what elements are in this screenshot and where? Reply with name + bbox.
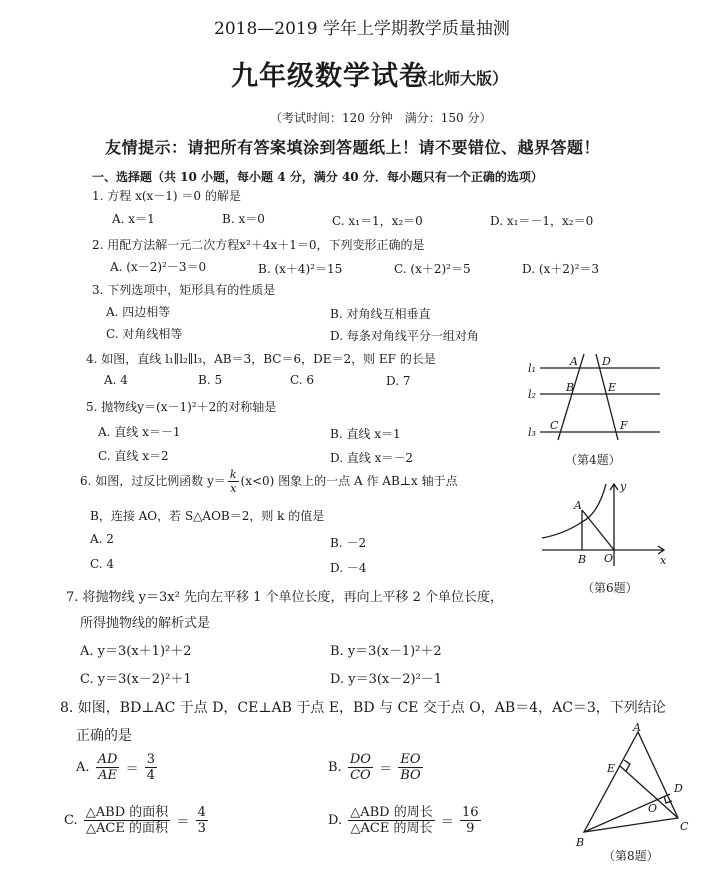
q4-label-l1: l₁: [528, 362, 536, 375]
q8-right-angle-E: [624, 760, 630, 771]
q8-a-rhs: [145, 752, 157, 783]
q8-d-rnum: 16: [462, 805, 479, 820]
q7-stem2: 所得抛物线的解析式是: [80, 616, 211, 631]
q6-frac-den: x: [230, 482, 237, 495]
q6-label-x: x: [660, 554, 667, 567]
q8-d-den: △ACE 的周长: [350, 821, 433, 836]
reminder: 友情提示：请把所有答案填涂到答题纸上！请不要错位、越界答题！: [105, 138, 601, 157]
exam-year-line: 2018—2019 学年上学期教学质量抽测: [214, 19, 510, 39]
exam-info: （考试时间：120 分钟 满分：150 分）: [270, 111, 492, 125]
q7-option-a: A. y＝3(x＋1)²＋2: [80, 644, 192, 659]
q8-c-lhs: [84, 805, 171, 836]
q4-label-D: D: [602, 355, 611, 368]
q1-option-a: A. x＝1: [112, 212, 155, 226]
q6-option-b: B. －2: [330, 536, 367, 550]
q8-d-rhs: [460, 805, 481, 836]
q8-b-lhs: [348, 752, 373, 783]
q8-stem2: 正确的是: [76, 728, 132, 744]
q4-label-l3: l₃: [528, 426, 536, 439]
q4-figure: [520, 346, 670, 446]
q6-segment-AO: [582, 510, 614, 550]
q8-label-C: C: [680, 820, 689, 833]
q6-stem-post: (x<0) 图象上的一点 A 作 AB⊥x 轴于点: [240, 474, 458, 488]
q4-label-A: A: [570, 355, 578, 368]
q8-d-rden: 9: [466, 821, 475, 836]
q7-option-b: B. y＝3(x－1)²＋2: [330, 644, 442, 659]
q3-stem: 3. 下列选项中，矩形具有的性质是: [92, 283, 276, 297]
q7-option-c: C. y＝3(x－2)²＋1: [80, 672, 192, 687]
q8-c-den: △ACE 的面积: [86, 821, 168, 836]
exam-edition: （北师大版）: [412, 69, 509, 88]
q8-d-eq: ＝: [440, 815, 454, 830]
q5-option-b: B. 直线 x＝1: [330, 427, 401, 441]
q3-option-b: B. 对角线互相垂直: [330, 307, 431, 321]
q5-option-a: A. 直线 x＝－1: [98, 425, 181, 439]
q8-label-E: E: [607, 762, 616, 775]
q5-option-d: D. 直线 x＝－2: [330, 451, 414, 465]
q6-stem2: B，连接 AO，若 S△AOB＝2，则 k 的值是: [90, 509, 325, 523]
q8-c-rnum: 4: [197, 805, 206, 820]
q4-label-F: F: [620, 419, 628, 432]
q8-c-label: C.: [64, 813, 78, 828]
q6-option-a: A. 2: [90, 532, 114, 546]
exam-title: 九年级数学试卷: [231, 61, 427, 92]
q8-option-c: [64, 805, 210, 836]
q4-stem: 4. 如图，直线 l₁∥l₂∥l₃，AB＝3，BC＝6，DE＝2，则 EF 的长是: [86, 352, 436, 366]
q8-a-rden: 4: [146, 768, 156, 783]
q6-label-B: B: [578, 553, 587, 566]
q2-option-a: A. (x－2)²－3＝0: [110, 260, 207, 274]
q2-option-b: B. (x＋4)²＝15: [258, 262, 343, 276]
q8-label-O: O: [648, 802, 658, 815]
q2-stem: 2. 用配方法解一元二次方程x²＋4x＋1＝0，下列变形正确的是: [92, 238, 425, 252]
q8-figure: [570, 722, 700, 850]
q8-b-eq: ＝: [379, 762, 393, 777]
q8-b-rnum: EO: [398, 752, 422, 768]
q6-label-O: O: [604, 552, 614, 565]
q8-c-rden: 3: [197, 821, 206, 836]
q4-option-d: D. 7: [386, 374, 411, 388]
q8-label-B: B: [576, 836, 585, 849]
section-heading: 一、选择题（共 10 小题，每小题 4 分，满分 40 分．每小题只有一个正确的选项）: [92, 170, 543, 184]
q8-c-rhs: [196, 805, 208, 836]
q8-stem: 8. 如图，BD⊥AC 于点 D，CE⊥AB 于点 E，BD 与 CE 交于点 O，AB＝4，AC＝3，下列结论: [60, 700, 666, 716]
q8-a-eq: ＝: [125, 762, 139, 777]
q8-option-b: [328, 752, 425, 783]
q8-caption: （第8题）: [603, 849, 659, 863]
q8-b-rden: BO: [400, 768, 421, 783]
q8-d-label: D.: [328, 813, 343, 828]
q8-option-d: [328, 805, 483, 836]
q2-option-c: C. (x＋2)²＝5: [394, 262, 471, 276]
q8-a-label: A.: [76, 760, 90, 775]
q8-a-num: AD: [97, 752, 118, 767]
q6-label-y: y: [620, 480, 627, 493]
q4-caption: （第4题）: [565, 453, 621, 467]
q8-d-lhs: [348, 805, 435, 836]
q6-figure: [536, 478, 672, 570]
q4-option-c: C. 6: [290, 373, 315, 387]
q6-option-c: C. 4: [90, 557, 115, 571]
q8-label-A: A: [633, 722, 641, 734]
q3-option-d: D. 每条对角线平分一组对角: [330, 329, 479, 343]
q8-triangle-ABC: [584, 732, 678, 832]
q8-b-label: B.: [328, 760, 342, 775]
q2-option-d: D. (x＋2)²＝3: [522, 262, 600, 276]
q4-option-b: B. 5: [198, 373, 223, 387]
q1-option-c: C. x₁＝1，x₂＝0: [332, 214, 423, 228]
q8-d-num: △ABD 的周长: [350, 805, 433, 820]
q8-b-den: CO: [350, 768, 371, 783]
q4-label-C: C: [550, 419, 559, 432]
q8-option-a: [76, 752, 159, 783]
q6-stem: [80, 468, 458, 495]
q7-option-d: D. y＝3(x－2)²－1: [330, 672, 443, 687]
q4-label-l2: l₂: [528, 388, 536, 401]
q3-option-c: C. 对角线相等: [106, 327, 183, 341]
q5-stem: 5. 抛物线y＝(x－1)²＋2的对称轴是: [86, 400, 277, 414]
q4-option-a: A. 4: [104, 373, 128, 387]
q8-a-lhs: [96, 752, 120, 783]
q6-caption: （第6题）: [582, 581, 638, 595]
q8-a-rnum: 3: [146, 752, 156, 767]
q7-stem: 7. 将抛物线 y＝3x² 先向左平移 1 个单位长度，再向上平移 2 个单位长度，: [66, 590, 504, 605]
q6-label-A: A: [574, 499, 582, 512]
q1-stem: 1. 方程 x(x－1) ＝0 的解是: [92, 189, 241, 203]
q1-option-b: B. x＝0: [222, 212, 265, 226]
q8-b-num: DO: [349, 752, 371, 767]
q6-stem-pre: 6. 如图，过反比例函数 y＝: [80, 474, 226, 488]
q6-frac-num: k: [229, 468, 237, 481]
q4-label-B: B: [566, 381, 575, 394]
q8-c-num: △ABD 的面积: [85, 805, 169, 820]
q8-b-rhs: [398, 752, 422, 783]
q6-fraction: [228, 468, 239, 495]
q6-option-d: D. －4: [330, 561, 367, 575]
q4-label-E: E: [608, 381, 617, 394]
q5-option-c: C. 直线 x＝2: [98, 449, 169, 463]
q3-option-a: A. 四边相等: [106, 305, 171, 319]
q1-option-d: D. x₁＝－1，x₂＝0: [490, 214, 594, 228]
q8-label-D: D: [674, 782, 683, 795]
q8-a-den: AE: [98, 768, 118, 783]
q8-c-eq: ＝: [176, 815, 190, 830]
